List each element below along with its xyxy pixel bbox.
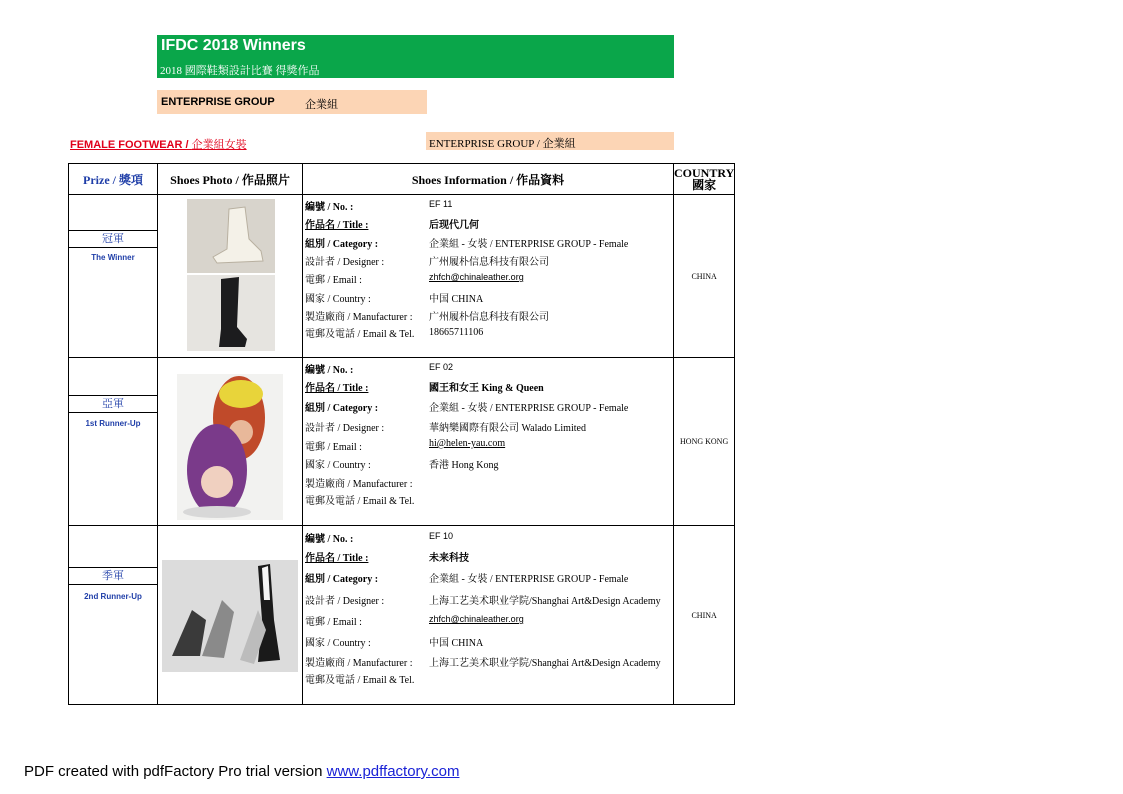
label-email: 電郵 / Email : [305,617,362,628]
label-designer: 設計者 / Designer : [305,423,385,434]
prize-cell [69,526,158,705]
header-country [674,164,735,195]
label-no: 編號 / No. : [305,202,354,213]
label-email-tel: 電郵及電話 / Email & Tel. [305,675,415,686]
value-country: 中国 CHINA [429,638,484,649]
label-country: 國家 / Country : [305,460,371,471]
label-category: 組別 / Category : [305,403,379,414]
shoe-photo-cell [158,195,303,358]
value-category: 企業組 - 女裝 / ENTERPRISE GROUP - Female [429,574,629,585]
group-name-en: ENTERPRISE GROUP [161,96,275,108]
value-no: EF 10 [429,531,454,541]
shoe-photo [187,199,275,351]
info-cell [303,526,674,705]
table-header-row [69,164,735,195]
value-category: 企業組 - 女裝 / ENTERPRISE GROUP - Female [429,403,629,414]
header-country-zh: 國家 [692,178,717,192]
value-designer: 广州履朴信息科技有限公司 [429,257,549,268]
value-title: 未来科技 [429,553,469,564]
pdf-footer [24,763,459,780]
label-designer: 設計者 / Designer : [305,596,385,607]
label-no: 編號 / No. : [305,534,354,545]
prize-cell [69,195,158,358]
value-designer: 上海工艺美术职业学院/Shanghai Art&Design Academy [429,596,661,607]
label-country: 國家 / Country : [305,294,371,305]
value-email-link[interactable]: zhfch@chinaleather.org [429,614,524,624]
label-email: 電郵 / Email : [305,275,362,286]
prize-cell [69,358,158,526]
info-cell [303,195,674,358]
footer-link[interactable]: www.pdffactory.com [326,763,460,780]
header-country-en: COUNTRY [674,166,735,180]
label-email: 電郵 / Email : [305,442,362,453]
label-title: 作品名 / Title : [305,220,369,231]
label-country: 國家 / Country : [305,638,371,649]
shoe-photo [162,560,298,672]
prize-zh: 冠軍 [69,230,157,248]
value-country: 香港 Hong Kong [429,460,499,471]
title-banner [157,35,674,78]
female-footwear-link[interactable] [70,136,247,152]
value-manufacturer: 上海工艺美术职业学院/Shanghai Art&Design Academy [429,658,661,669]
page-subtitle: 2018 國際鞋類設計比賽 得獎作品 [160,65,320,77]
shoe-photo-cell [158,526,303,705]
label-no: 編號 / No. : [305,365,354,376]
group-name-zh: 企業組 [305,99,338,111]
label-manufacturer: 製造廠商 / Manufacturer : [305,312,413,323]
country-cell: CHINA [674,195,735,358]
table-row [69,195,735,358]
enterprise-group-tag-text: ENTERPRISE GROUP / 企業組 [429,138,576,150]
prize-en: 1st Runner-Up [85,419,141,428]
value-designer: 華納樂國際有限公司 Walado Limited [429,423,586,434]
label-title: 作品名 / Title : [305,553,369,564]
label-title: 作品名 / Title : [305,383,369,394]
footer-text: PDF created with pdfFactory Pro trial version [24,763,327,780]
page-title: IFDC 2018 Winners [161,37,306,54]
value-country: 中国 CHINA [429,294,484,305]
header-prize: Prize / 獎項 [69,164,158,195]
label-designer: 設計者 / Designer : [305,257,385,268]
country-cell: HONG KONG [674,358,735,526]
header-photo: Shoes Photo / 作品照片 [158,164,303,195]
shoe-photo [177,374,283,520]
enterprise-group-tag [426,132,674,150]
label-email-tel: 電郵及電話 / Email & Tel. [305,329,415,340]
label-manufacturer: 製造廠商 / Manufacturer : [305,479,413,490]
value-manufacturer: 广州履朴信息科技有限公司 [429,312,549,323]
value-title: 后现代几何 [429,220,479,231]
female-footwear-link-en: FEMALE FOOTWEAR / [70,139,192,151]
table-row [69,526,735,705]
value-email-link[interactable]: hi@helen-yau.com [429,438,506,449]
label-email-tel: 電郵及電話 / Email & Tel. [305,496,415,507]
female-footwear-link-zh: 企業組女裝 [191,139,247,151]
group-banner [157,90,427,114]
winners-table [68,163,735,705]
header-info: Shoes Information / 作品資料 [303,164,674,195]
info-cell [303,358,674,526]
prize-zh: 亞軍 [69,395,157,413]
prize-en: The Winner [91,253,135,262]
country-cell: CHINA [674,526,735,705]
shoe-photo-cell [158,358,303,526]
value-no: EF 02 [429,362,454,372]
label-category: 組別 / Category : [305,574,379,585]
table-row [69,358,735,526]
value-no: EF 11 [429,199,453,209]
label-manufacturer: 製造廠商 / Manufacturer : [305,658,413,669]
prize-zh: 季軍 [69,567,157,585]
label-category: 組別 / Category : [305,239,379,250]
value-category: 企業組 - 女裝 / ENTERPRISE GROUP - Female [429,239,629,250]
prize-en: 2nd Runner-Up [84,592,142,601]
value-email-tel: 18665711106 [429,327,484,338]
value-email-link[interactable]: zhfch@chinaleather.org [429,272,524,282]
value-title: 國王和女王 King & Queen [429,383,544,394]
